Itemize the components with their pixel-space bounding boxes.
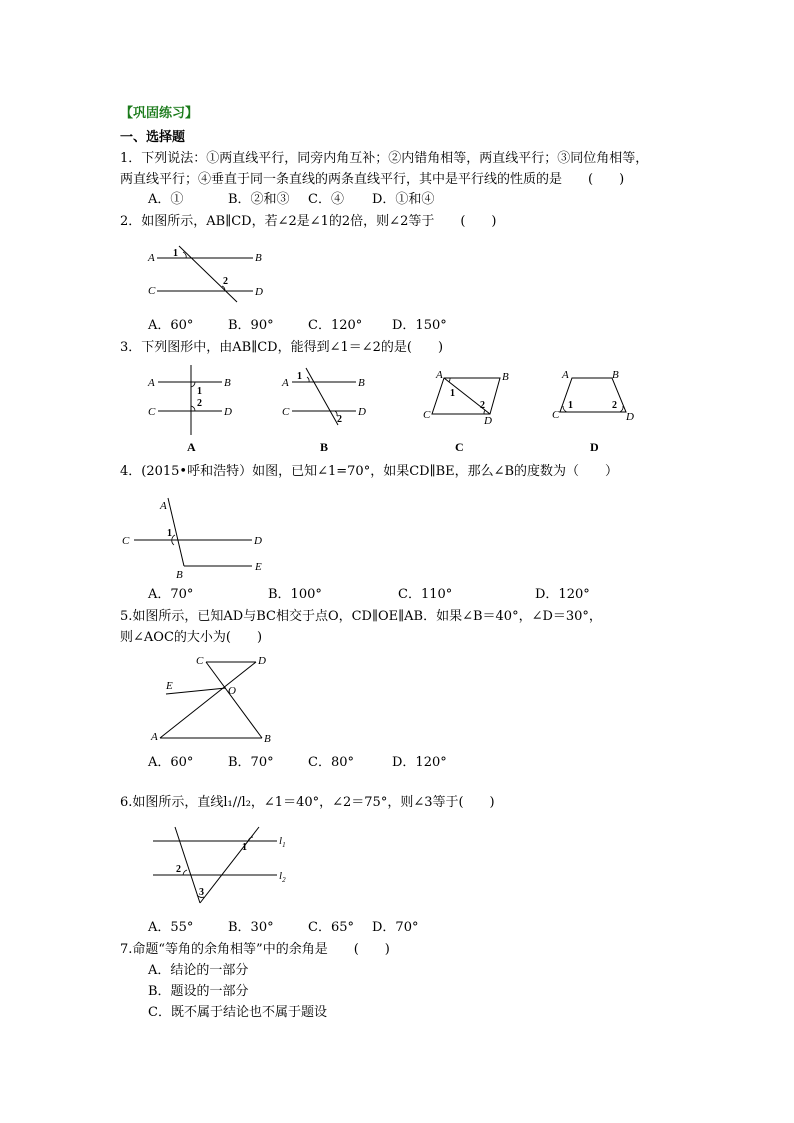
q5-label-a: A: [151, 731, 158, 743]
q2-option-b: B．90°: [228, 318, 274, 333]
q5-label-o: O: [228, 685, 236, 697]
q5-option-b: B．70°: [228, 755, 274, 770]
q3c-angle-1: 1: [450, 388, 455, 399]
q6-angle-1: 1: [242, 842, 247, 853]
q3d-label-b: B: [612, 369, 619, 381]
q3-caption-b: B: [320, 440, 329, 454]
q3d-label-d: D: [626, 411, 634, 423]
q3d-label-a: A: [562, 369, 569, 381]
q2-figure: [145, 242, 275, 308]
q7-stem: 7.命题“等角的余角相等”中的余角是 ( ): [120, 942, 390, 957]
q3c-label-d: D: [484, 415, 492, 427]
q4-label-e: E: [255, 561, 262, 573]
q3-figure-a: [146, 365, 236, 435]
q1-option-c: C．④: [308, 192, 344, 207]
q1-option-b: B．②和③: [228, 192, 290, 207]
q1-line1: 1．下列说法：①两直线平行，同旁内角互补；②内错角相等，两直线平行；③同位角相等，: [120, 151, 649, 166]
q5-label-d: D: [258, 655, 266, 667]
q1-line2: 两直线平行；④垂直于同一条直线的两条直线平行，其中是平行线的性质的是 ( ): [120, 172, 625, 187]
q7-option-c: C．既不属于结论也不属于题设: [148, 1005, 327, 1020]
q3a-angle-1: 1: [197, 386, 202, 397]
q6-option-a: A．55°: [148, 920, 194, 935]
q3b-angle-2: 2: [337, 414, 342, 425]
q2-option-a: A．60°: [148, 318, 194, 333]
q6-figure: [145, 823, 300, 911]
q2-label-a: A: [148, 252, 155, 264]
q3c-label-c: C: [423, 409, 431, 421]
q7-option-b: B．题设的一部分: [148, 984, 249, 999]
q5-label-e: E: [166, 680, 173, 692]
q3a-label-a: A: [148, 377, 155, 389]
q3-figure-c: [420, 368, 520, 428]
q2-angle-1: 1: [173, 248, 178, 259]
q2-stem: 2．如图所示，AB∥CD，若∠2是∠1的2倍，则∠2等于 ( ): [120, 214, 497, 229]
q3a-angle-2: 2: [197, 398, 202, 409]
q4-option-a: A．70°: [148, 587, 194, 602]
q4-label-a: A: [160, 500, 167, 512]
q3c-label-b: B: [502, 371, 509, 383]
q5-line2: 则∠AOC的大小为( ): [120, 630, 263, 645]
q6-stem: 6.如图所示，直线l₁//l₂，∠1＝40°，∠2＝75°，则∠3等于( ): [120, 795, 495, 810]
q2-angle-2: 2: [223, 276, 228, 287]
q2-option-d: D．150°: [392, 318, 447, 333]
q3b-angle-1: 1: [297, 371, 302, 382]
q4-label-c: C: [122, 535, 130, 547]
q6-label-l1: $l_1$: [279, 835, 286, 849]
q4-option-d: D．120°: [535, 587, 590, 602]
q3-figure-d: [552, 368, 642, 428]
q5-figure: [150, 650, 280, 746]
q2-option-c: C．120°: [308, 318, 363, 333]
q2-label-c: C: [148, 285, 156, 297]
q3c-angle-2: 2: [480, 400, 485, 411]
q3d-angle-2: 2: [612, 400, 617, 411]
q4-option-c: C．110°: [398, 587, 453, 602]
q3-caption-c: C: [455, 440, 464, 454]
q4-label-b: B: [176, 569, 183, 581]
q2-label-d: D: [255, 286, 263, 298]
q1-option-a: A．①: [148, 192, 184, 207]
q6-option-b: B．30°: [228, 920, 274, 935]
q3a-label-c: C: [148, 406, 156, 418]
q5-label-c: C: [196, 655, 204, 667]
q3a-label-d: D: [224, 406, 232, 418]
section-header: 【巩固练习】: [120, 106, 199, 121]
q6-label-l2: $l_2$: [279, 870, 286, 884]
q3-caption-d: D: [590, 440, 599, 454]
q5-label-b: B: [264, 733, 271, 745]
q3b-label-c: C: [282, 406, 290, 418]
q6-option-d: D．70°: [372, 920, 419, 935]
q3-figure-b: [280, 365, 370, 430]
q5-option-d: D．120°: [392, 755, 447, 770]
q3b-label-b: B: [358, 377, 365, 389]
q3a-label-b: B: [224, 377, 231, 389]
q4-stem: 4．(2015•呼和浩特）如图，已知∠1=70°，如果CD∥BE，那么∠B的度数为（ ）: [120, 464, 619, 479]
q4-label-d: D: [254, 535, 262, 547]
q3b-label-d: D: [358, 406, 366, 418]
q6-angle-3: 3: [199, 887, 204, 898]
q5-option-a: A．60°: [148, 755, 194, 770]
q3d-label-c: C: [552, 409, 560, 421]
q3-stem: 3．下列图形中，由AB∥CD，能得到∠1＝∠2的是( ): [120, 340, 444, 355]
section-title: 一、选择题: [120, 130, 186, 145]
q4-angle-1: 1: [167, 528, 172, 539]
q7-option-a: A．结论的一部分: [148, 963, 249, 978]
q4-option-b: B．100°: [268, 587, 322, 602]
q1-option-d: D．①和④: [372, 192, 435, 207]
q5-line1: 5.如图所示，已知AD与BC相交于点O，CD∥OE∥AB．如果∠B＝40°，∠D＝30°，: [120, 609, 602, 624]
q2-label-b: B: [255, 252, 262, 264]
q6-option-c: C．65°: [308, 920, 354, 935]
q5-option-c: C．80°: [308, 755, 354, 770]
q3c-label-a: A: [436, 369, 443, 381]
q3d-angle-1: 1: [568, 400, 573, 411]
q3-caption-a: A: [187, 440, 196, 454]
q6-angle-2: 2: [176, 864, 181, 875]
q4-figure: [118, 490, 278, 580]
q3b-label-a: A: [282, 377, 289, 389]
